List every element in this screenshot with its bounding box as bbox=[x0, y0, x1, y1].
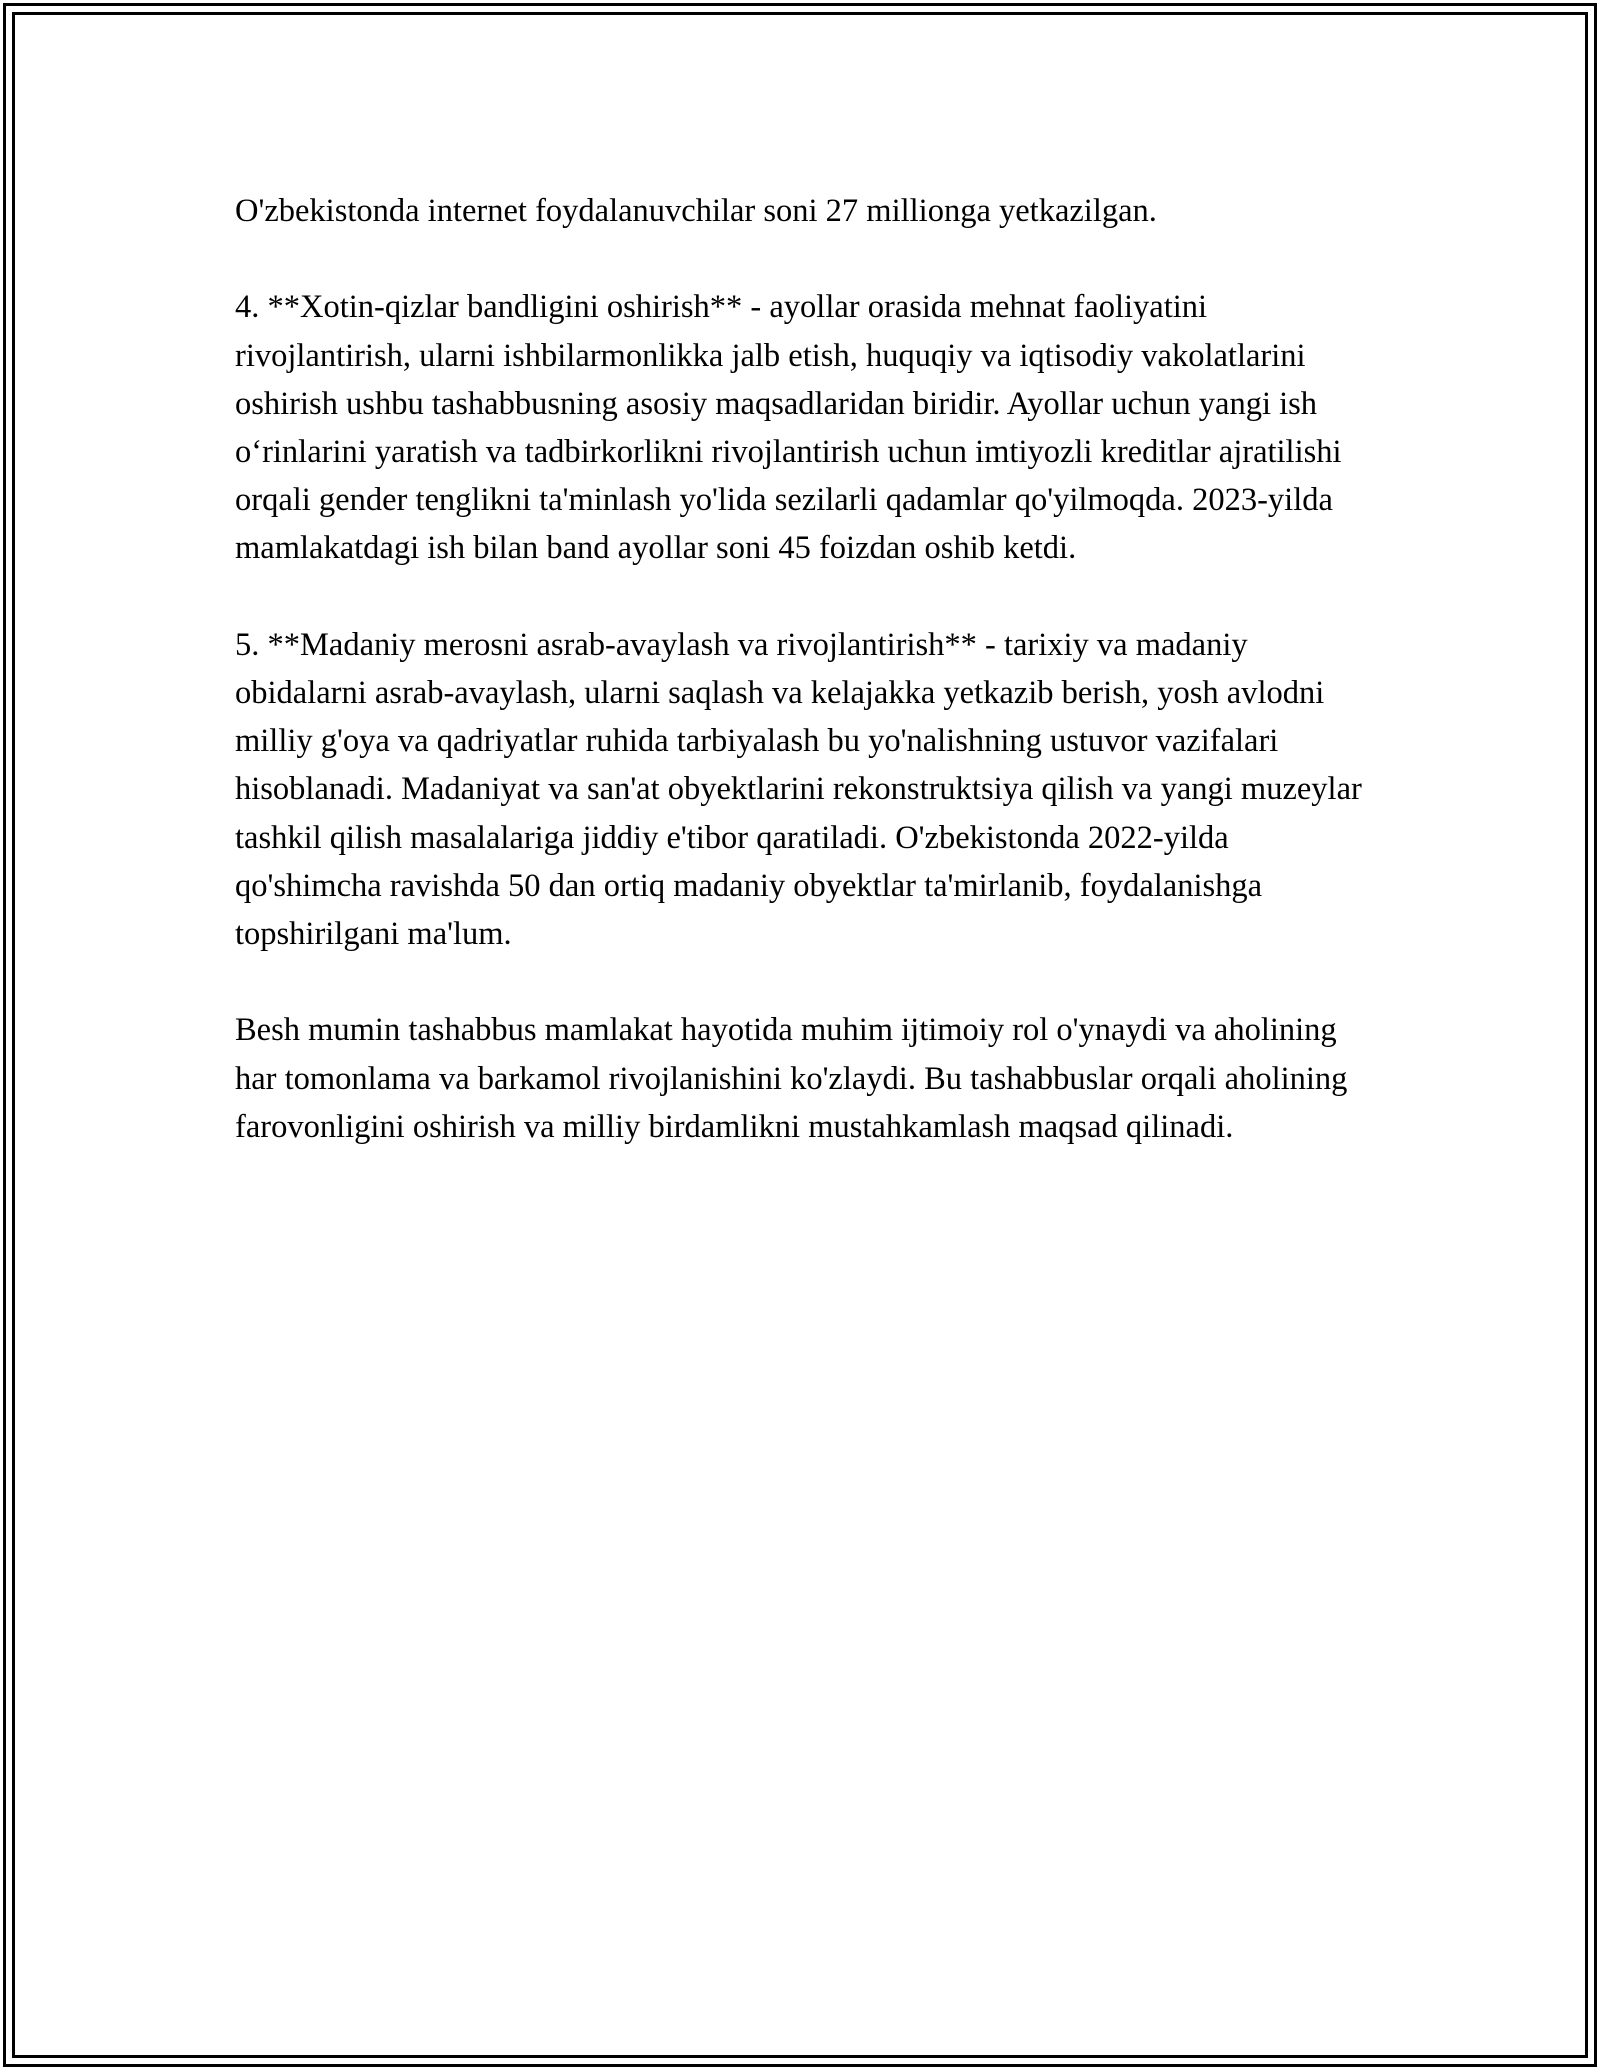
paragraph-internet-users: O'zbekistonda internet foydalanuvchilar soni 27 millionga yetkazilgan. bbox=[235, 193, 1157, 229]
paragraph-conclusion: Besh mumin tashabbus mamlakat hayotida muhim ijtimoiy rol o'ynaydi va aholining har tomonlama va barkamol rivojlanishini ko'zlaydi. Bu tashabbuslar orqali aholining farovonligini oshirish va milliy birdamlikni mustahkamlash maqsad qilinadi. bbox=[235, 1012, 1348, 1145]
paragraph-cultural-heritage: 5. **Madaniy merosni asrab-avaylash va rivojlantirish** - tarixiy va madaniy obidalarni asrab-avaylash, ularni saqlash va kelajakka yetkazib berish, yosh avlodni milliy g'oya va qadriyatlar ruhida tarbiyalash bu yo'nalishning ustuvor vazifalari hisoblanadi. Madaniyat va san'at obyektlarini rekonstruktsiya qilish va yangi muzeylar tashkil qilish masalalariga jiddiy e'tibor qaratiladi. O'zbekistonda 2022-yilda qo'shimcha ravishda 50 dan ortiq madaniy obyektlar ta'mirlanib, foydalanishga topshirilgani ma'lum. bbox=[235, 626, 1362, 953]
document-body bbox=[235, 187, 1365, 1199]
paragraph-women-employment: 4. **Xotin-qizlar bandligini oshirish** - ayollar orasida mehnat faoliyatini rivojlantirish, ularni ishbilarmonlikka jalb etish, huquqiy va iqtisodiy vakolatlarini oshirish ushbu tashabbusning asosiy maqsadlaridan biridir. Ayollar uchun yangi ish o‘rinlarini yaratish va tadbirkorlikni rivojlantirish uchun imtiyozli kreditlar ajratilishi orqali gender tenglikni ta'minlash yo'lida sezilarli qadamlar qo'yilmoqda. 2023-yilda mamlakatdagi ish bilan band ayollar soni 45 foizdan oshib ketdi. bbox=[235, 289, 1342, 567]
